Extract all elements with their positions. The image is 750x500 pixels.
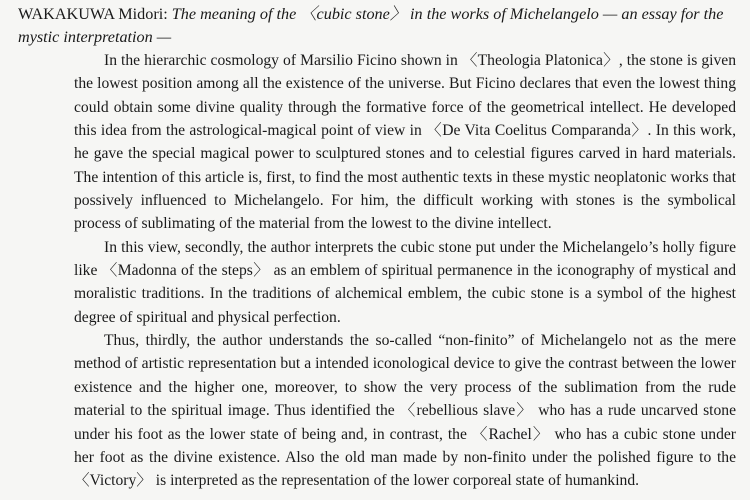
abstract-body	[18, 49, 736, 493]
abstract-paragraph-3: Thus, thirdly, the author understands the so-called “non-finito” of Michelangelo not as the mere method of artistic representation but a intended iconological device to give the contrast between the lower existence and the higher one, moreover, to show the very process of the sublimation from the rude material to the spiritual image. Thus identified the 〈rebellious slave〉 who has a rude uncarved stone under his foot as the lower state of being and, in contrast, the 〈Rachel〉 who has a cubic stone under her foot as the divine existence. Also the old man made by non-finito under the polished figure to the 〈Victory〉 is interpreted as the representation of the lower corporeal state of humankind.	[74, 332, 736, 490]
article-heading	[18, 3, 736, 49]
abstract-paragraph-2: In this view, secondly, the author interprets the cubic stone put under the Michelangelo’s holly figure like 〈Madonna of the steps〉 as an emblem of spiritual permanence in the iconography of mystical and moralistic traditions. In the traditions of alchemical emblem, the cubic stone is a symbol of the highest degree of spiritual and physical perfection.	[74, 238, 736, 326]
abstract-paragraph-1: In the hierarchic cosmology of Marsilio Ficino shown in 〈Theologia Platonica〉, the stone is given the lowest position among all the existence of the universe. But Ficino declares that even the lowest thing could obtain some divine quality through the formative force of the geometrical intellect. He developed this idea from the astrological-magical point of view in 〈De Vita Coelitus Comparanda〉. In this work, he gave the special magical power to sculptured stones and to celestial figures carved in hard materials. The intention of this article is, first, to find the most authentic texts in these mystic neoplatonic works that possively influenced to Michelangelo. For him, the difficult working with stones is the symbolical process of sublimating of the material from the lowest to the divine intellect.	[74, 52, 736, 233]
article-title: The meaning of the 〈cubic stone〉 in the works of Michelangelo — an essay for the mystic interpretation —	[18, 5, 724, 46]
author-title-separator: :	[163, 5, 172, 23]
author-name: WAKAKUWA Midori	[18, 5, 164, 23]
